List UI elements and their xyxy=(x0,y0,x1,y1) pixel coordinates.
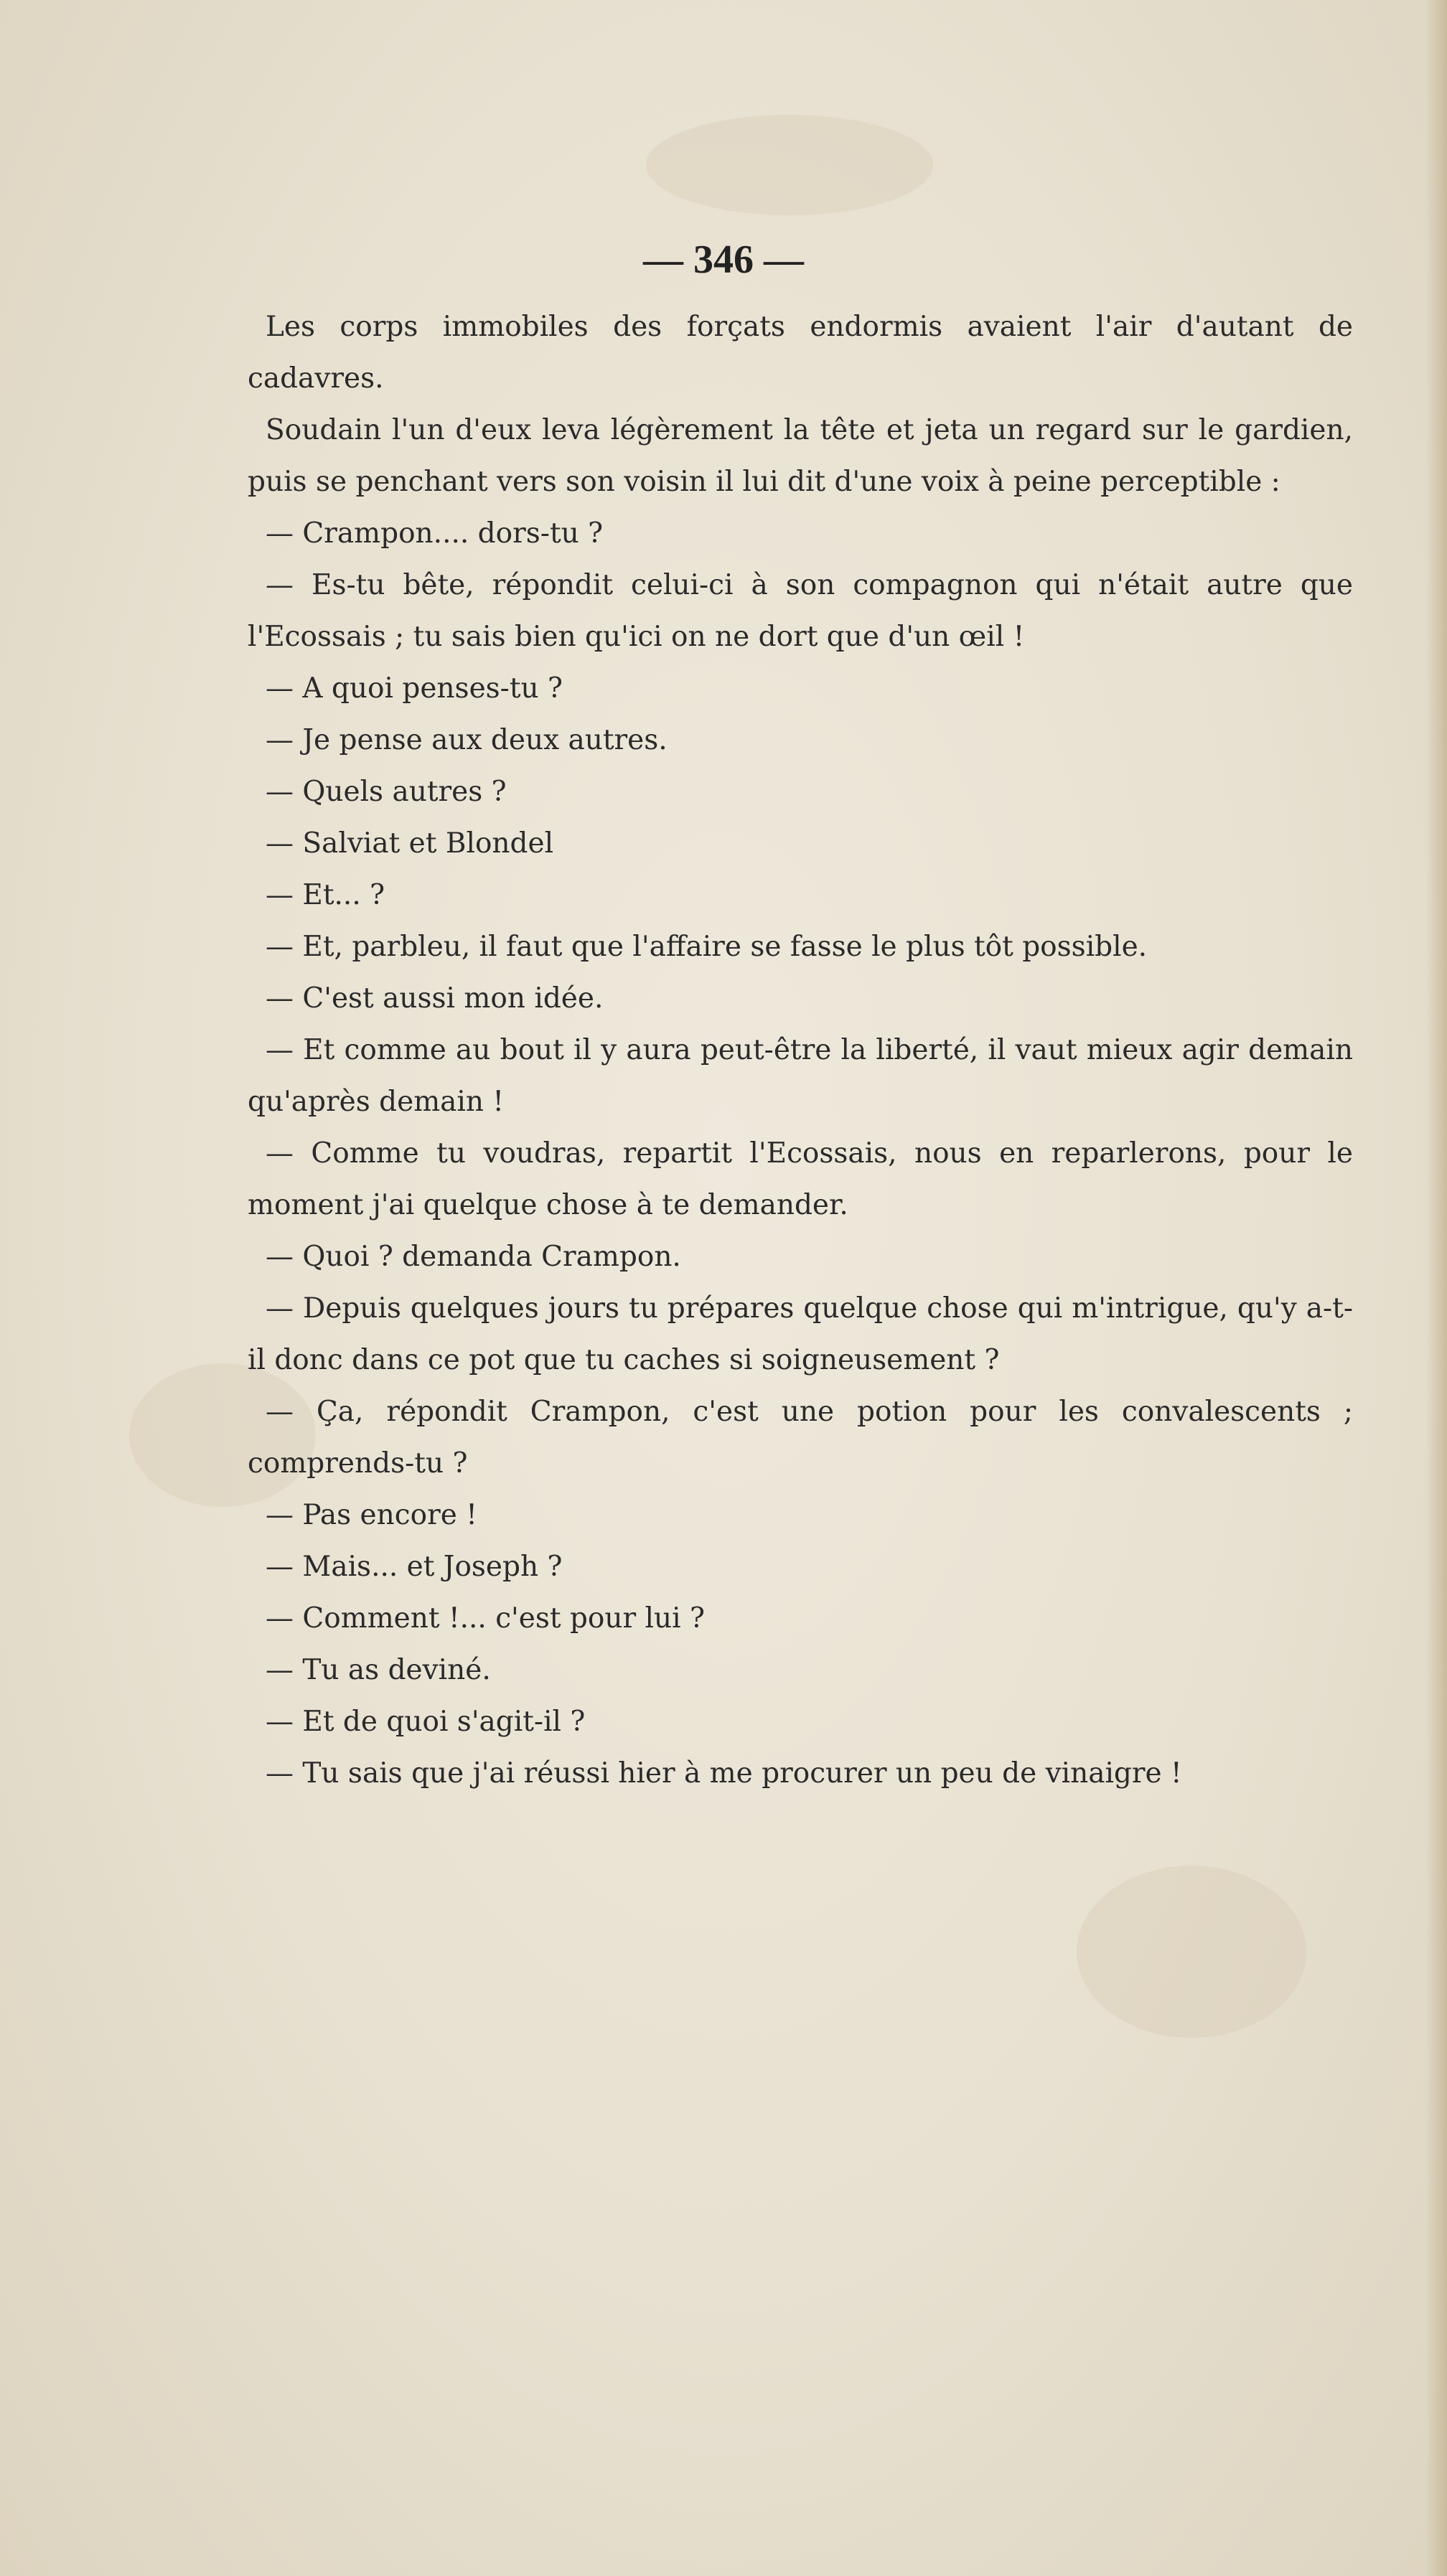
dialogue-line: — Mais... et Joseph ? xyxy=(266,1551,563,1583)
dialogue-line: — Tu sais que j'ai réussi hier à me procurer un peu de vinaigre ! xyxy=(266,1757,1182,1790)
dialogue-line: — Salviat et Blondel xyxy=(266,827,554,860)
page-edge-shadow xyxy=(1425,0,1447,2576)
dialogue-line: — Ça, répondit Crampon, c'est une potion pour les convalescents ; comprends-tu ? xyxy=(248,1396,1353,1480)
dialogue-line: — Crampon.... dors-tu ? xyxy=(266,517,604,550)
dialogue-line: — Et de quoi s'agit-il ? xyxy=(266,1706,586,1738)
paragraph: Les corps immobiles des forçats endormis avaient l'air d'autant de cadavres. xyxy=(248,311,1353,395)
page-number: — 346 — xyxy=(643,238,804,282)
paper-stain xyxy=(1077,1866,1306,2038)
dialogue-line: — Et, parbleu, il faut que l'affaire se fasse le plus tôt possible. xyxy=(266,931,1148,963)
paragraph: Soudain l'un d'eux leva légèrement la tête et jeta un regard sur le gardien, puis se penchant vers son voisin il lui dit d'une voix à peine perceptible : xyxy=(248,414,1353,498)
dialogue-line: — Tu as deviné. xyxy=(266,1654,491,1686)
dialogue-line: — Pas encore ! xyxy=(266,1499,477,1531)
body-text xyxy=(248,301,1353,1800)
dialogue-line: — Quels autres ? xyxy=(266,776,507,808)
dialogue-line: — Comme tu voudras, repartit l'Ecossais, nous en reparlerons, pour le moment j'ai quelque chose à te demander. xyxy=(248,1137,1353,1221)
dialogue-line: — C'est aussi mon idée. xyxy=(266,982,604,1015)
dialogue-line: — Et... ? xyxy=(266,879,385,911)
dialogue-line: — Quoi ? demanda Crampon. xyxy=(266,1241,681,1273)
paper-stain xyxy=(646,115,933,215)
dialogue-line: — Je pense aux deux autres. xyxy=(266,724,668,756)
dialogue-line: — A quoi penses-tu ? xyxy=(266,672,563,705)
dialogue-line: — Et comme au bout il y aura peut-être la liberté, il vaut mieux agir demain qu'après demain ! xyxy=(248,1034,1353,1118)
dialogue-line: — Depuis quelques jours tu prépares quelque chose qui m'intrigue, qu'y a-t-il donc dans ce pot que tu caches si soigneusement ? xyxy=(248,1292,1353,1376)
dialogue-line: — Es-tu bête, répondit celui-ci à son compagnon qui n'était autre que l'Ecossais ; tu sais bien qu'ici on ne dort que d'un œil ! xyxy=(248,569,1353,653)
dialogue-line: — Comment !... c'est pour lui ? xyxy=(266,1602,705,1635)
